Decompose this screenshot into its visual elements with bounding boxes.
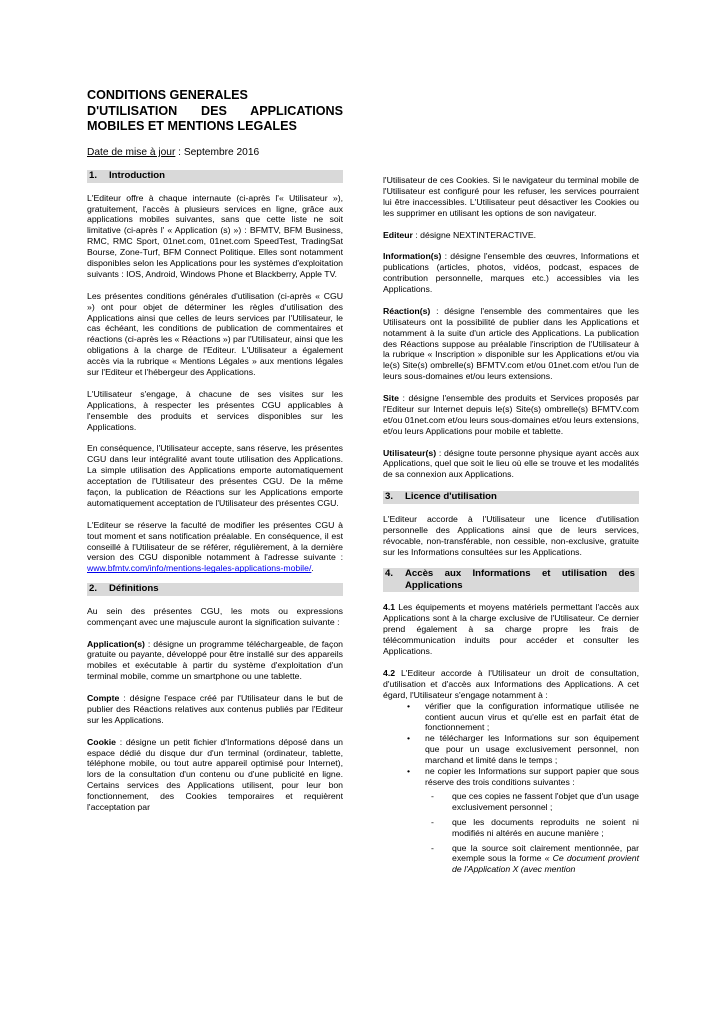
link-punctuation: . [311, 563, 314, 574]
title-line-3: MOBILES ET MENTIONS LEGALES [87, 119, 297, 133]
section-title: Licence d'utilisation [405, 491, 497, 503]
definition-term: Editeur [383, 229, 413, 240]
definition-text: : désigne l'espace créé par l'Utilisateur dans le but de publier des Réactions relatives aux contenus publiés par l'Editeur sur les Applications. [87, 693, 343, 725]
dash-list [425, 791, 639, 875]
paragraph-4-1 [383, 602, 639, 657]
paragraph: Les présentes conditions générales d'utilisation (ci-après « CGU ») ont pour objet de déterminer les règles d'utilisation des Applications ainsi que celles de leurs services par l'Utilisateur, le cas échéant, les conditions de publication de commentaires et réactions (ci-après les « Réactions ») par l'Utilisateur, ainsi que les obligations à la charge de l'Editeur. L'Utilisateur a également accès via la rubrique « Mentions Légales » aux mentions légales sur l'Editeur et l'hébergeur des Applications. [87, 290, 343, 378]
paragraph: Au sein des présentes CGU, les mots ou expressions commençant avec une majuscule auront la signification suivante : [87, 605, 343, 627]
clause-number: 4.2 [383, 667, 396, 678]
bullet-list [383, 701, 639, 876]
definition-text: : désigne l'ensemble des produits et Services proposés par l'Editeur sur Internet depuis le(s) Site(s) ombrelle(s) BFMTV.com et/ou 01net.com et/ou leurs sous-domaines et/ou leurs extensions, et/ou leurs Applications pour mobile et tablette. [383, 393, 639, 436]
definition-compte [87, 693, 343, 726]
definition-text: : désigne un programme téléchargeable, de façon gratuite ou payante, développé pour être installé sur des appareils mobiles et exécutable à partir du système d'exploitation d'un terminal mobile, comme un smartphone ou une tablette. [87, 638, 343, 682]
definition-text: : désigne toute personne physique ayant accès aux Applications, quel que soit le lieu où elle se trouve et les modalités de sa connexion aux Applications. [383, 447, 639, 480]
definition-term: Information(s) [383, 251, 442, 262]
definition-information [383, 251, 639, 295]
document-title [87, 88, 343, 135]
list-item: • vérifier que la configuration informatique utilisée ne contient aucun virus et qu'elle est en parfait état de fonctionnement ; [383, 701, 639, 734]
list-item: • ne télécharger les Informations sur son équipement que pour un usage exclusivement personnel, non marchand et limité dans le temps ; [383, 733, 639, 766]
definition-application [87, 639, 343, 683]
mentions-legales-link[interactable]: www.bfmtv.com/info/mentions-legales-applications-mobile/ [87, 563, 312, 574]
section-number: 3. [385, 491, 394, 503]
list-item [383, 766, 639, 875]
definition-editeur [383, 230, 639, 241]
left-column [87, 170, 343, 824]
section-number: 2. [89, 583, 98, 595]
right-column [383, 175, 639, 879]
title-line-2: D'UTILISATION DES APPLICATIONS [87, 103, 343, 118]
definition-term: Réaction(s) [383, 305, 431, 316]
dash-item-text: que la source soit clairement mentionnée, par exemple sous la forme [452, 842, 639, 864]
section-header-licence [383, 491, 639, 504]
clause-text: L'Editeur accorde à l'Utilisateur un droit de consultation, d'utilisation et d'accès aux Informations des Applications. A cet égard, l'Utilisateur s'engage notamment à : [383, 667, 639, 700]
definition-utilisateur [383, 448, 639, 481]
dash-item-quote: « Ce document provient de l'Application X (avec mention [452, 853, 639, 875]
definition-term: Compte [87, 693, 120, 704]
section-header-acces [383, 568, 639, 592]
section-title: Définitions [109, 583, 159, 595]
definition-text: : désigne l'ensemble des commentaires que les Utilisateurs ont la possibilité de publier dans les Applications et notamment à la suite d'un article des Applications. La publication des Réactions suppose au préalable l'inscription de l'Utilisateur à la rubrique « Inscription » disponible sur les Applications et/ou via le(s) Site(s) ombrelle(s) BFMTV.com et/ou 01net.com et/ou l'un de leurs sous-domaines et/ou leurs extensions. [383, 305, 639, 382]
section-title: Accès aux Informations et utilisation des Applications [405, 568, 635, 591]
title-line-1: CONDITIONS GENERALES [87, 88, 248, 102]
update-date-label: Date de mise à jour [87, 147, 176, 158]
definition-reaction [383, 306, 639, 382]
definition-site [383, 393, 639, 437]
paragraph: l'Utilisateur de ces Cookies. Si le navigateur du terminal mobile de l'Utilisateur est configuré pour les refuser, les services pourraient lui être inaccessibles. L'Utilisateur peut désactiver les Cookies ou les supprimer en utilisant les options de son navigateur. [383, 175, 639, 218]
definition-text: : désigne l'ensemble des œuvres, Informations et publications (articles, photos, vidéos, podcast, espaces de contribution personnelle, marques etc.) accessibles via les Applications. [383, 251, 639, 295]
definition-cookie [87, 737, 343, 813]
definition-text: : désigne un petit fichier d'Informations déposé dans un espace dédié du disque dur d'un terminal (ordinateur, tablette, téléphone mobile, ou tout autre appareil optimisé pour Internet), lors de la consultation d'un contenu ou d'une publicité en ligne. Certains services des Applications utilisent, pour leur bon fonctionnement, des Cookies temporaires et requièrent l'acceptation par [87, 736, 343, 813]
paragraph [87, 520, 343, 575]
paragraph: En conséquence, l'Utilisateur accepte, sans réserve, les présentes CGU dans leur intégralité avant toute utilisation des Applications. La simple utilisation des Applications emporte automatiquement acceptation de l'Utilisateur des présentes CGU. De la même façon, la publication de Réactions sur les Applications emporte automatiquement acceptation de l'Utilisateur des présentes CGU. [87, 443, 343, 508]
definition-term: Site [383, 393, 399, 404]
definition-text: : désigne NEXTINTERACTIVE. [412, 229, 537, 240]
update-date-value: : Septembre 2016 [175, 147, 260, 158]
paragraph: L'Utilisateur s'engage, à chacune de ses visites sur les Applications, à respecter les présentes CGU applicables à l'ensemble des produits et services disponibles sur les Applications. [87, 388, 343, 432]
clause-number: 4.1 [383, 602, 396, 613]
section-header-introduction [87, 170, 343, 183]
paragraph-text: L'Editeur se réserve la faculté de modifier les présentes CGU à tout moment et sans notification préalable. En conséquence, il est conseillé à l'Utilisateur de se référer, régulièrement, à la dernière version des CGU disponible notamment à l'adresse suivante : [87, 519, 343, 563]
paragraph-4-2 [383, 668, 639, 701]
dash-item: - que les documents reproduits ne soient ni modifiés ni altérés en aucune manière ; [425, 817, 639, 839]
definition-term: Utilisateur(s) [383, 447, 437, 458]
paragraph: L'Editeur accorde à l'Utilisateur une licence d'utilisation personnelle des Applications ainsi que de leurs services, révocable, non-transférable, non cessible, non-exclusive, gratuite sur les Informations consultées sur les Applications. [383, 513, 639, 557]
definition-term: Cookie [87, 736, 116, 747]
dash-item: - que ces copies ne fassent l'objet que d'un usage exclusivement personnel ; [425, 791, 639, 813]
section-number: 1. [89, 170, 98, 181]
section-title: Introduction [109, 170, 165, 181]
clause-text: Les équipements et moyens matériels permettant l'accès aux Applications sont à la charge exclusive de l'Utilisateur. Ce dernier prend également à sa charge propre les frais de télécommunication induits pour accéder et consulter les Applications. [383, 602, 639, 657]
paragraph: L'Editeur offre à chaque internaute (ci-après l'« Utilisateur »), gratuitement, l'accès à plusieurs services en ligne, grâce aux applications mobiles suivantes, sans que cette liste ne soit limitative (ci-après l' « Application (s) ») : BFMTV, BFM Business, RMC, RMC Sport, 01net.com, 01net.com SpeedTest, TradingSat Bourse, Zone-Turf, BFM Connect Politique. Elles sont notamment disponibles selon les Applications pour les systèmes d'exploitation suivants : IOS, Android, Windows Phone et Blackberry, Apple TV. [87, 192, 343, 279]
section-number: 4. [385, 568, 394, 580]
definition-term: Application(s) [87, 638, 145, 649]
dash-item [425, 843, 639, 876]
update-date [87, 147, 259, 158]
section-header-definitions [87, 583, 343, 596]
list-item-text: ne copier les Informations sur support papier que sous réserve des trois conditions suivantes : [425, 766, 639, 787]
